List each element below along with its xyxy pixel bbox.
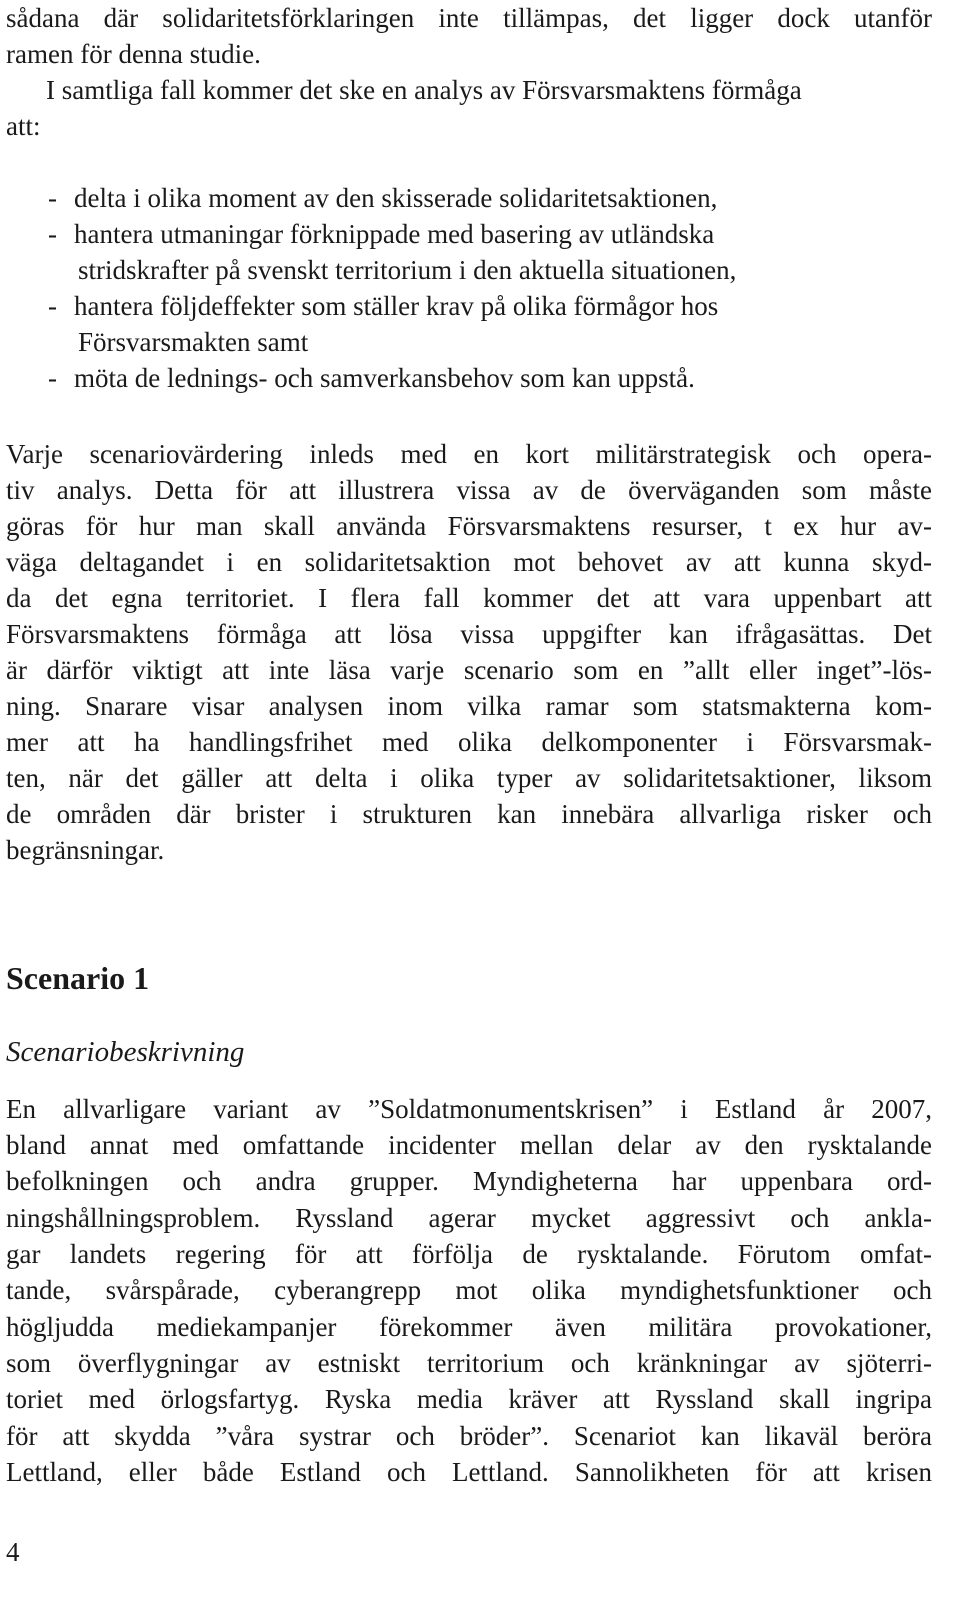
intro-line: ramen för denna studie. xyxy=(6,39,261,69)
paragraph-line: tiv analys. Detta för att illustrera vissa av de överväganden som måste xyxy=(6,475,932,505)
paragraph-line: de områden där brister i strukturen kan innebära allvarliga risker och xyxy=(6,799,932,829)
intro-line: sådana där solidaritetsförklaringen inte tillämpas, det ligger dock utanför xyxy=(6,3,932,33)
list-dash: - xyxy=(48,219,57,249)
page-number: 4 xyxy=(6,1537,20,1567)
paragraph-line: är därför viktigt att inte läsa varje scenario som en ”allt eller inget”-lös- xyxy=(6,655,932,685)
paragraph-line: ningshållningsproblem. Ryssland agerar mycket aggressivt och ankla- xyxy=(6,1203,932,1233)
paragraph-line: som överflygningar av estniskt territorium och kränkningar av sjöterri- xyxy=(6,1348,932,1378)
list-item-line: hantera följdeffekter som ställer krav på olika förmågor hos xyxy=(74,291,719,321)
list-dash: - xyxy=(48,363,57,393)
intro-line: I samtliga fall kommer det ske en analys av Försvarsmaktens förmåga xyxy=(46,75,802,105)
paragraph-line: befolkningen och andra grupper. Myndigheterna har uppenbara ord- xyxy=(6,1166,932,1196)
paragraph-line: Varje scenariovärdering inleds med en kort militärstrategisk och opera- xyxy=(6,439,932,469)
paragraph-line: En allvarligare variant av ”Soldatmonumentskrisen” i Estland år 2007, xyxy=(6,1094,932,1124)
list-item-line: möta de lednings- och samverkansbehov som kan uppstå. xyxy=(74,363,695,393)
paragraph-line: bland annat med omfattande incidenter mellan delar av den rysktalande xyxy=(6,1130,932,1160)
paragraph-line: ning. Snarare visar analysen inom vilka ramar som statsmakterna kom- xyxy=(6,691,932,721)
paragraph-line: gar landets regering för att förfölja de rysktalande. Förutom omfat- xyxy=(6,1239,932,1269)
paragraph-line: mer att ha handlingsfrihet med olika delkomponenter i Försvarsmak- xyxy=(6,727,932,757)
paragraph-line: Försvarsmaktens förmåga att lösa vissa uppgifter kan ifrågasättas. Det xyxy=(6,619,932,649)
list-dash: - xyxy=(48,183,57,213)
paragraph-line: högljudda mediekampanjer förekommer även militära provokationer, xyxy=(6,1312,932,1342)
list-item-line: delta i olika moment av den skisserade solidaritetsaktionen, xyxy=(74,183,718,213)
paragraph-line: begränsningar. xyxy=(6,835,165,865)
paragraph-line: göras för hur man skall använda Försvarsmaktens resurser, t ex hur av- xyxy=(6,511,932,541)
paragraph-line: för att skydda ”våra systrar och bröder”. Scenariot kan likaväl beröra xyxy=(6,1421,932,1451)
paragraph-line: toriet med örlogsfartyg. Ryska media kräver att Ryssland skall ingripa xyxy=(6,1384,932,1414)
section-subheading: Scenariobeskrivning xyxy=(6,1036,245,1068)
paragraph-line: da det egna territoriet. I flera fall kommer det att vara uppenbart att xyxy=(6,583,932,613)
list-item-line: Försvarsmakten samt xyxy=(78,327,309,357)
paragraph-line: ten, när det gäller att delta i olika typer av solidaritetsaktioner, liksom xyxy=(6,763,932,793)
paragraph-line: tande, svårspårade, cyberangrepp mot olika myndighetsfunktioner och xyxy=(6,1275,932,1305)
section-heading: Scenario 1 xyxy=(6,960,150,996)
paragraph-line: väga deltagandet i en solidaritetsaktion mot behovet av att kunna skyd- xyxy=(6,547,932,577)
list-item-line: hantera utmaningar förknippade med basering av utländska xyxy=(74,219,715,249)
intro-line: att: xyxy=(6,111,41,141)
paragraph-line: Lettland, eller både Estland och Lettland. Sannolikheten för att krisen xyxy=(6,1457,932,1487)
list-item-line: stridskrafter på svenskt territorium i den aktuella situationen, xyxy=(78,255,737,285)
list-dash: - xyxy=(48,291,57,321)
